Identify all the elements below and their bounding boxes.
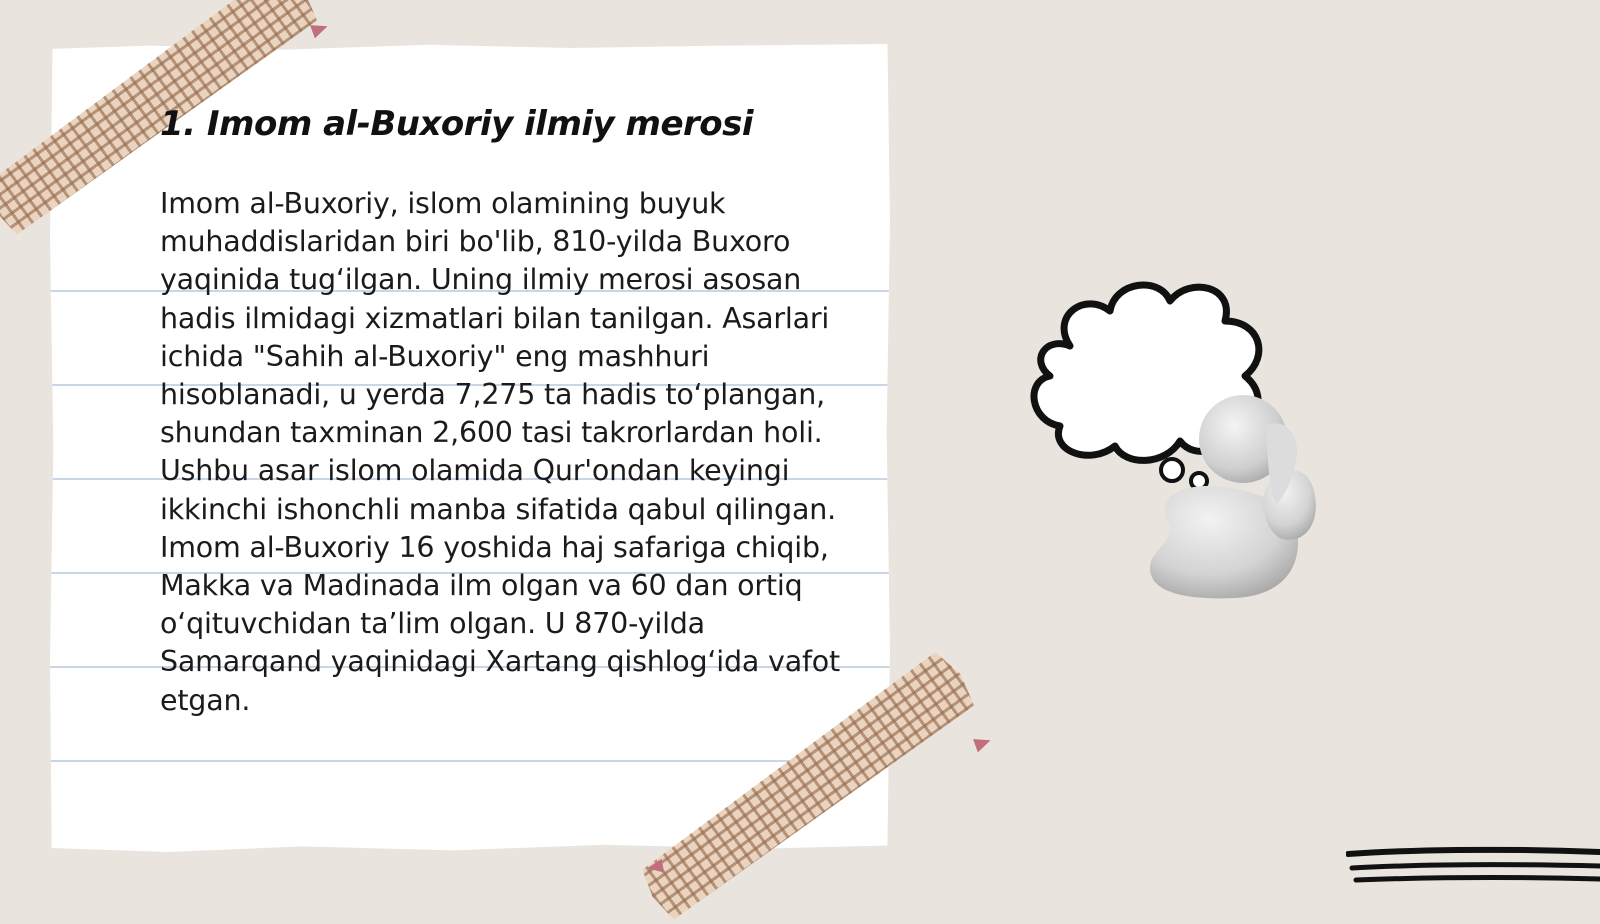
tape-pin-icon — [646, 859, 664, 876]
thinking-figure-icon — [1030, 276, 1350, 616]
tape-pin-icon — [973, 734, 993, 753]
brush-stroke-icon — [1346, 846, 1600, 890]
slide-title: 1. Imom al-Buxoriy ilmiy merosi — [160, 104, 754, 144]
paper-rule-line — [50, 760, 890, 762]
slide-body-text: Imom al-Buxoriy, islom olamining buyuk muhaddislaridan biri bo'lib, 810-yilda Buxoro yaqinida tug‘ilgan. Uning ilmiy merosi asosan hadis ilmidagi xizmatlari bilan tanilgan. Asarlari ichida "Sahih al-Buxoriy" eng mashhuri hisoblanadi, u yerda 7,275 ta hadis to‘plangan, shundan taxminan 2,600 tasi takrorlardan holi. Ushbu asar islom olamida Qur'ondan keyingi ikkinchi ishonchli manba sifatida qabul qilingan. Imom al-Buxoriy 16 yoshida haj safariga chiqib, Makka va Madinada ilm olgan va 60 dan ortiq o‘qituvchidan ta’lim olgan. U 870-yilda Samarqand yaqinidagi Xartang qishlog‘ida vafot etgan. — [160, 187, 841, 717]
